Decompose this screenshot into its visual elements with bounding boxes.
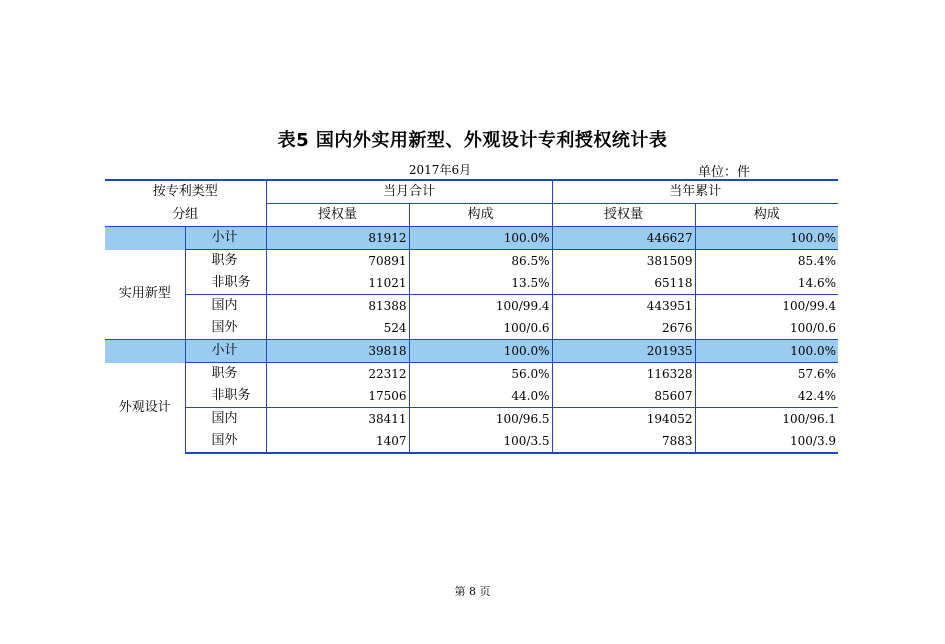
header-row-2 bbox=[105, 204, 838, 227]
row-label: 小计 bbox=[185, 340, 266, 363]
month-grants: 39818 bbox=[266, 340, 409, 363]
month-composition: 56.0% bbox=[409, 363, 552, 386]
year-grants: 443951 bbox=[552, 295, 695, 318]
month-grants: 1407 bbox=[266, 430, 409, 453]
table-row bbox=[105, 250, 838, 273]
group-spacer bbox=[105, 227, 185, 250]
year-grants: 65118 bbox=[552, 272, 695, 295]
row-label: 非职务 bbox=[185, 272, 266, 295]
table-row bbox=[105, 317, 838, 340]
table-title: 表5 国内外实用新型、外观设计专利授权统计表 bbox=[277, 130, 668, 151]
table-row bbox=[105, 272, 838, 295]
month-composition: 100.0% bbox=[409, 340, 552, 363]
month-composition: 86.5% bbox=[409, 250, 552, 273]
header-month-total: 当月合计 bbox=[266, 180, 552, 204]
header-category-line1: 按专利类型 bbox=[105, 180, 266, 204]
table-row bbox=[105, 227, 838, 250]
year-composition: 85.4% bbox=[695, 250, 838, 273]
row-label: 非职务 bbox=[185, 385, 266, 408]
header-year-total: 当年累计 bbox=[552, 180, 838, 204]
year-grants: 7883 bbox=[552, 430, 695, 453]
year-composition: 100/0.6 bbox=[695, 317, 838, 340]
unit-label: 单位：件 bbox=[698, 165, 751, 180]
header-category-line2: 分组 bbox=[105, 204, 266, 227]
month-composition: 100/3.5 bbox=[409, 430, 552, 453]
table-row bbox=[105, 430, 838, 453]
month-composition: 44.0% bbox=[409, 385, 552, 408]
year-grants: 194052 bbox=[552, 408, 695, 431]
year-grants: 201935 bbox=[552, 340, 695, 363]
month-grants: 524 bbox=[266, 317, 409, 340]
year-grants: 446627 bbox=[552, 227, 695, 250]
month-grants: 17506 bbox=[266, 385, 409, 408]
year-composition: 100/3.9 bbox=[695, 430, 838, 453]
month-grants: 70891 bbox=[266, 250, 409, 273]
header-month-grants: 授权量 bbox=[266, 204, 409, 227]
month-composition: 100/0.6 bbox=[409, 317, 552, 340]
month-composition: 13.5% bbox=[409, 272, 552, 295]
table-row bbox=[105, 340, 838, 363]
year-composition: 100.0% bbox=[695, 340, 838, 363]
year-composition: 14.6% bbox=[695, 272, 838, 295]
row-label: 国内 bbox=[185, 408, 266, 431]
month-composition: 100.0% bbox=[409, 227, 552, 250]
year-composition: 42.4% bbox=[695, 385, 838, 408]
year-grants: 116328 bbox=[552, 363, 695, 386]
page-number: 第 8 页 bbox=[454, 585, 491, 598]
row-label: 职务 bbox=[185, 250, 266, 273]
table-row bbox=[105, 385, 838, 408]
group-name: 实用新型 bbox=[105, 250, 185, 340]
header-year-composition: 构成 bbox=[695, 204, 838, 227]
header-month-composition: 构成 bbox=[409, 204, 552, 227]
header-row-1 bbox=[105, 180, 838, 204]
year-composition: 100/96.1 bbox=[695, 408, 838, 431]
table-row bbox=[105, 295, 838, 318]
year-composition: 100/99.4 bbox=[695, 295, 838, 318]
row-label: 国外 bbox=[185, 317, 266, 340]
year-grants: 2676 bbox=[552, 317, 695, 340]
row-label: 小计 bbox=[185, 227, 266, 250]
year-grants: 85607 bbox=[552, 385, 695, 408]
header-year-grants: 授权量 bbox=[552, 204, 695, 227]
report-date: 2017年6月 bbox=[408, 163, 472, 177]
row-label: 国内 bbox=[185, 295, 266, 318]
year-composition: 57.6% bbox=[695, 363, 838, 386]
month-composition: 100/99.4 bbox=[409, 295, 552, 318]
month-grants: 11021 bbox=[266, 272, 409, 295]
group-name: 外观设计 bbox=[105, 363, 185, 454]
statistics-table bbox=[105, 179, 838, 454]
year-grants: 381509 bbox=[552, 250, 695, 273]
group-spacer bbox=[105, 340, 185, 363]
row-label: 职务 bbox=[185, 363, 266, 386]
month-grants: 81912 bbox=[266, 227, 409, 250]
month-grants: 81388 bbox=[266, 295, 409, 318]
table-row bbox=[105, 363, 838, 386]
row-label: 国外 bbox=[185, 430, 266, 453]
month-grants: 22312 bbox=[266, 363, 409, 386]
month-grants: 38411 bbox=[266, 408, 409, 431]
month-composition: 100/96.5 bbox=[409, 408, 552, 431]
year-composition: 100.0% bbox=[695, 227, 838, 250]
table-row bbox=[105, 408, 838, 431]
